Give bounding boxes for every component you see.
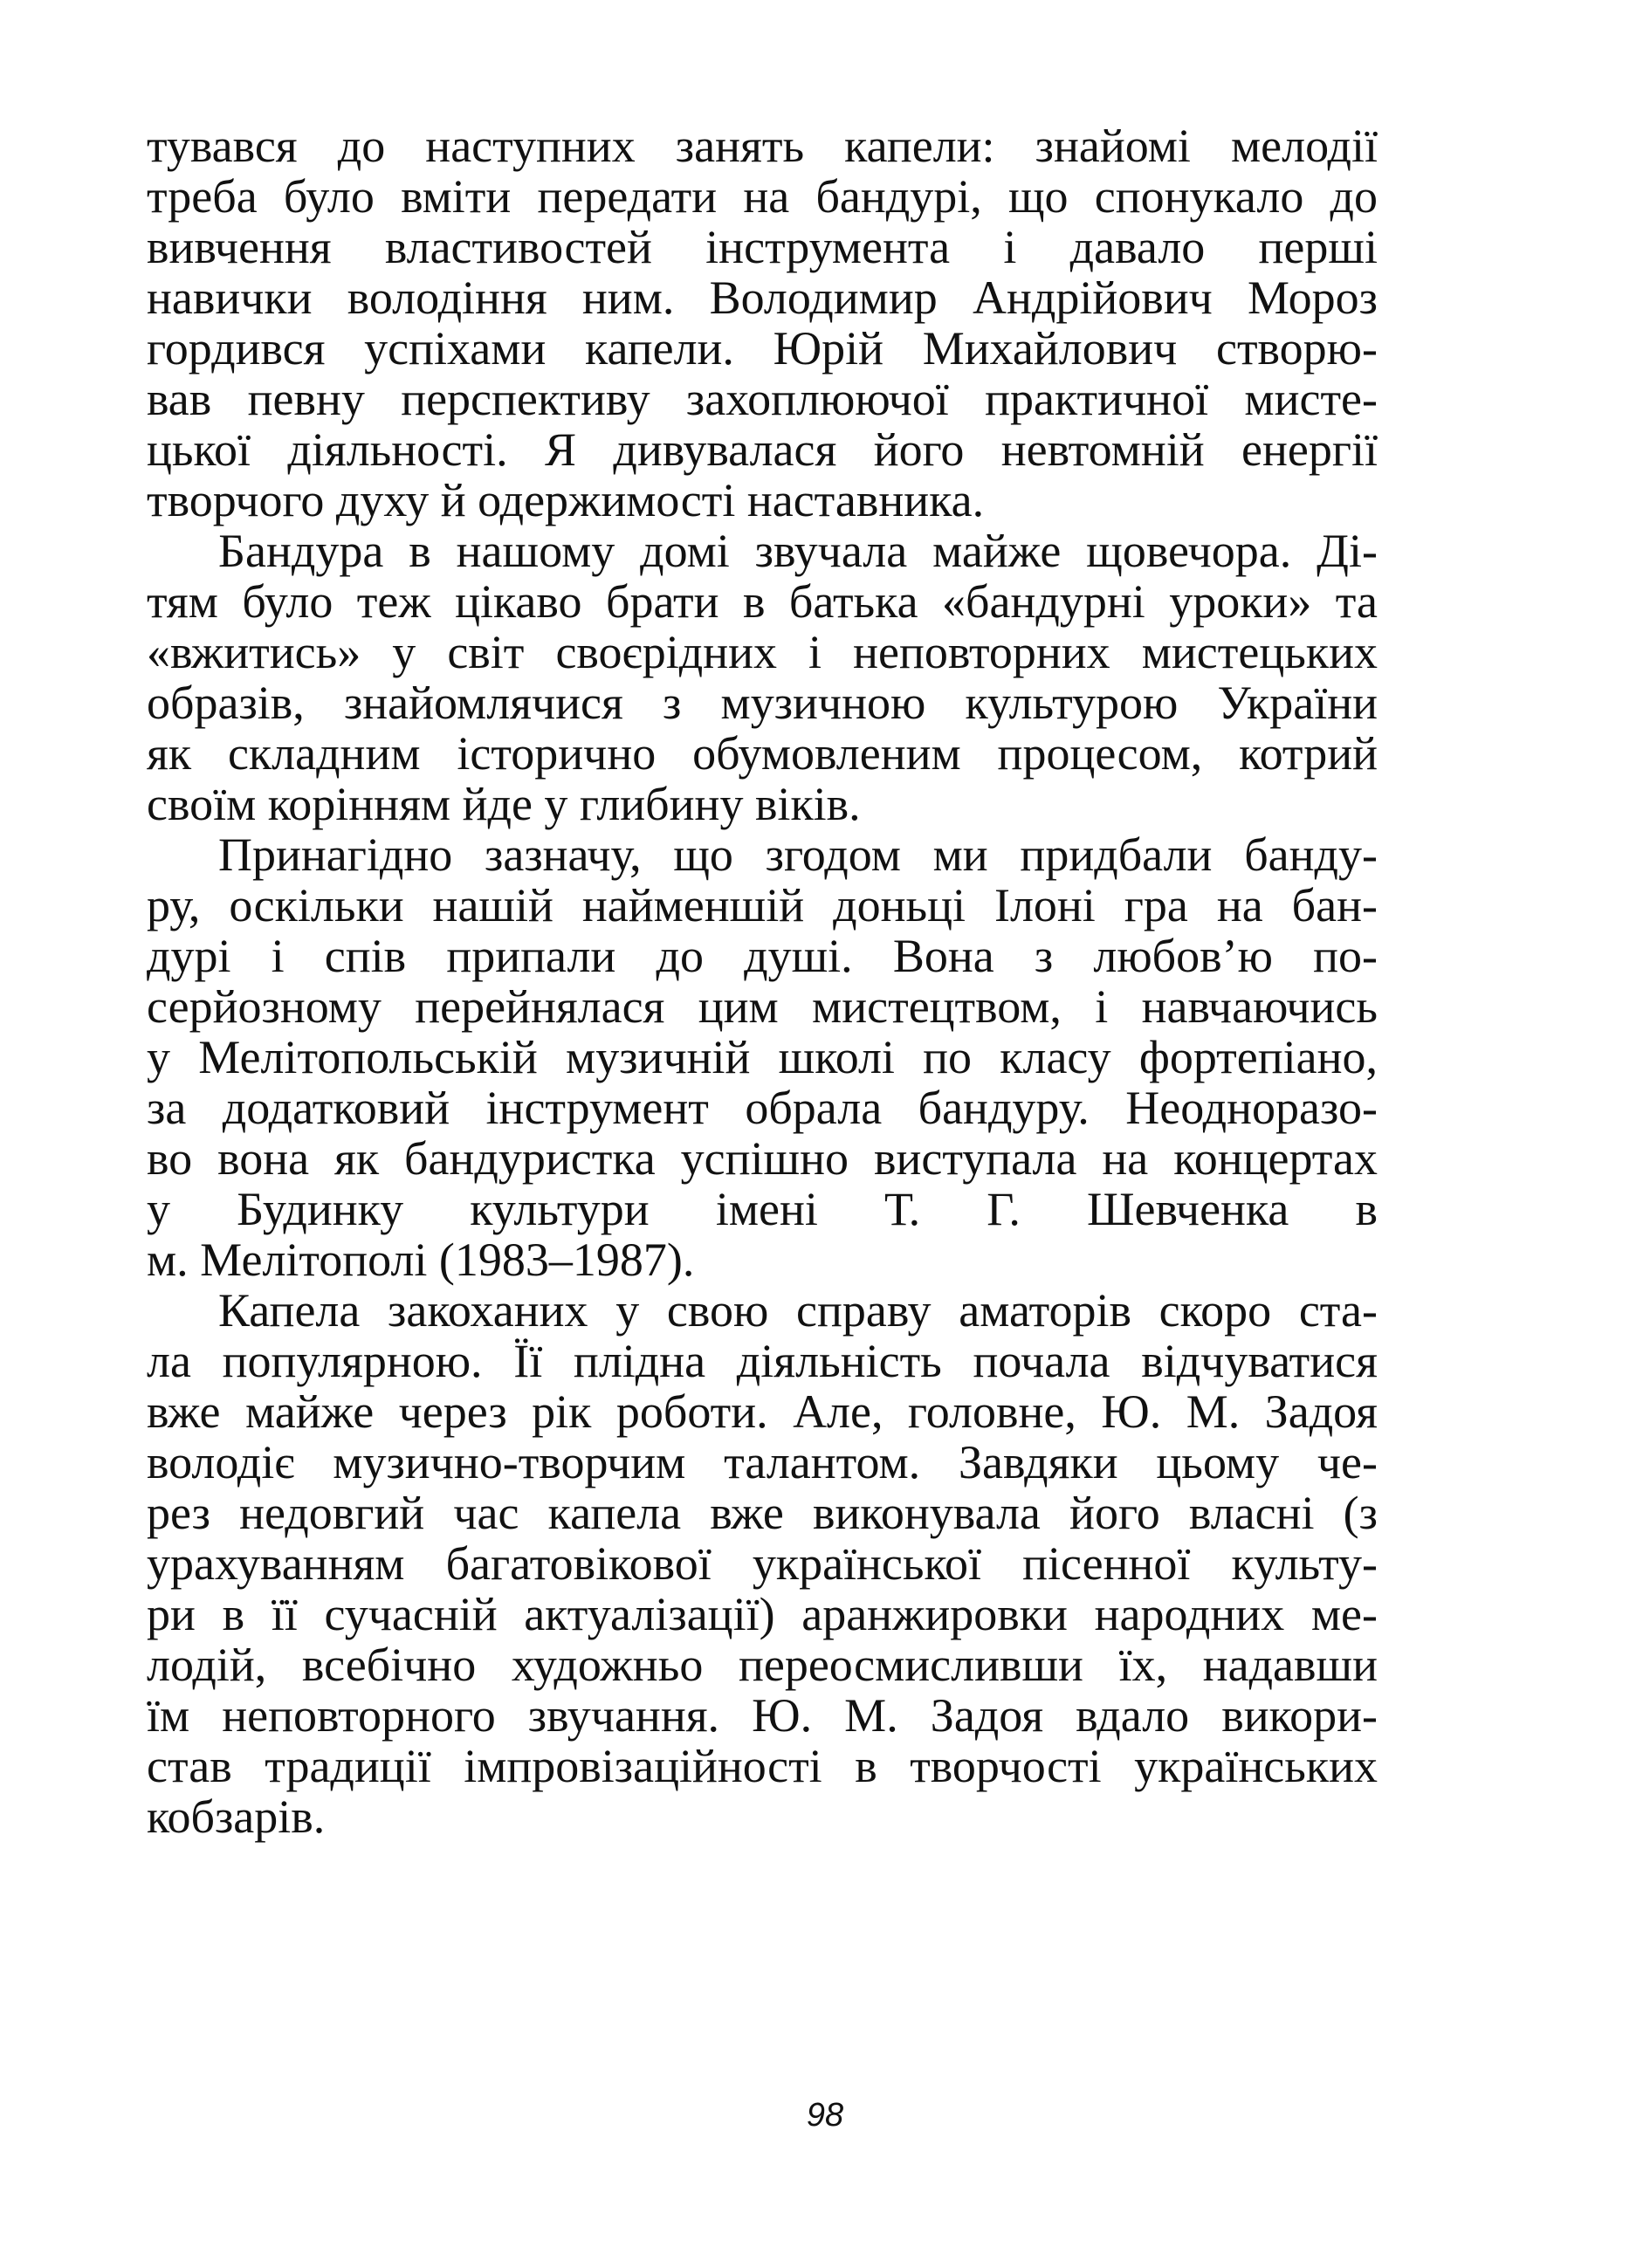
text-line: образів, знайомлячися з музичною культурою України — [147, 677, 1378, 729]
text-line: навички володіння ним. Володимир Андрійович Мороз — [147, 271, 1378, 324]
text-line: ла популярною. Її плідна діяльність почала відчуватися — [147, 1335, 1378, 1387]
text-line: цької діяльності. Я дивувалася його невтомній енергії — [147, 423, 1378, 476]
text-line: вав певну перспективу захоплюючої практичної мисте- — [147, 373, 1378, 425]
text-line: ру, оскільки нашій найменшій доньці Ілоні гра на бан- — [147, 879, 1378, 931]
paragraph-4 — [147, 1285, 1378, 1842]
text-line: тувався до наступних занять капели: знайомі мелодії — [147, 120, 1378, 172]
text-line: Капела закоханих у свою справу аматорів скоро ста- — [218, 1284, 1378, 1337]
text-line: во вона як бандуристка успішно виступала на концертах — [147, 1132, 1378, 1185]
text-line: став традиції імпровізаційності в творчості українських — [147, 1740, 1378, 1792]
text-line: ри в її сучасній актуалізації) аранжировки народних ме- — [147, 1588, 1378, 1640]
page-number: 98 — [806, 2097, 844, 2134]
text-line: м. Мелітополі (1983–1987). — [147, 1234, 695, 1286]
text-line: лодій, всебічно художньо переосмисливши їх, надавши — [147, 1639, 1378, 1691]
text-line: як складним історично обумовленим процесом, котрий — [147, 727, 1378, 780]
text-line: гордився успіхами капели. Юрій Михайлович створю- — [147, 322, 1378, 375]
text-line: серйозному перейнялася цим мистецтвом, і навчаючись — [147, 980, 1378, 1033]
text-line: Принагідно зазначу, що згодом ми придбали банду- — [218, 828, 1378, 881]
text-line: їм неповторного звучання. Ю. М. Задоя вдало викори- — [147, 1689, 1378, 1742]
text-line: вже майже через рік роботи. Але, головне, Ю. М. Задоя — [147, 1385, 1378, 1438]
text-line: дурі і спів припали до душі. Вона з любов’ю по- — [147, 930, 1378, 982]
paragraph-3 — [147, 829, 1378, 1285]
paragraph-1 — [147, 120, 1378, 526]
body-text — [147, 120, 1378, 1842]
text-line: кобзарів. — [147, 1790, 326, 1843]
text-line: «вжитись» у світ своєрідних і неповторних мистецьких — [147, 626, 1378, 678]
text-line: за додатковий інструмент обрала бандуру. Неодноразо- — [147, 1082, 1378, 1134]
text-line: у Будинку культури імені Т. Г. Шевченка в — [147, 1183, 1378, 1235]
text-line: тям було теж цікаво брати в батька «бандурні уроки» та — [147, 575, 1378, 628]
text-line: вивчення властивостей інструмента і давало перші — [147, 221, 1378, 273]
text-line: володіє музично-творчим талантом. Завдяки цьому че- — [147, 1436, 1378, 1488]
text-line: урахуванням багатовікової української пісенної культу- — [147, 1537, 1378, 1590]
text-line: своїм корінням йде у глибину віків. — [147, 778, 861, 830]
text-line: у Мелітопольській музичній школі по класу фортепіано, — [147, 1031, 1378, 1083]
text-line: треба було вміти передати на бандурі, що спонукало до — [147, 170, 1378, 223]
paragraph-2 — [147, 526, 1378, 829]
text-line: Бандура в нашому домі звучала майже щовечора. Ді- — [218, 525, 1378, 577]
text-line: рез недовгий час капела вже виконувала його власні (з — [147, 1487, 1378, 1539]
text-line: творчого духу й одержимості наставника. — [147, 474, 985, 526]
